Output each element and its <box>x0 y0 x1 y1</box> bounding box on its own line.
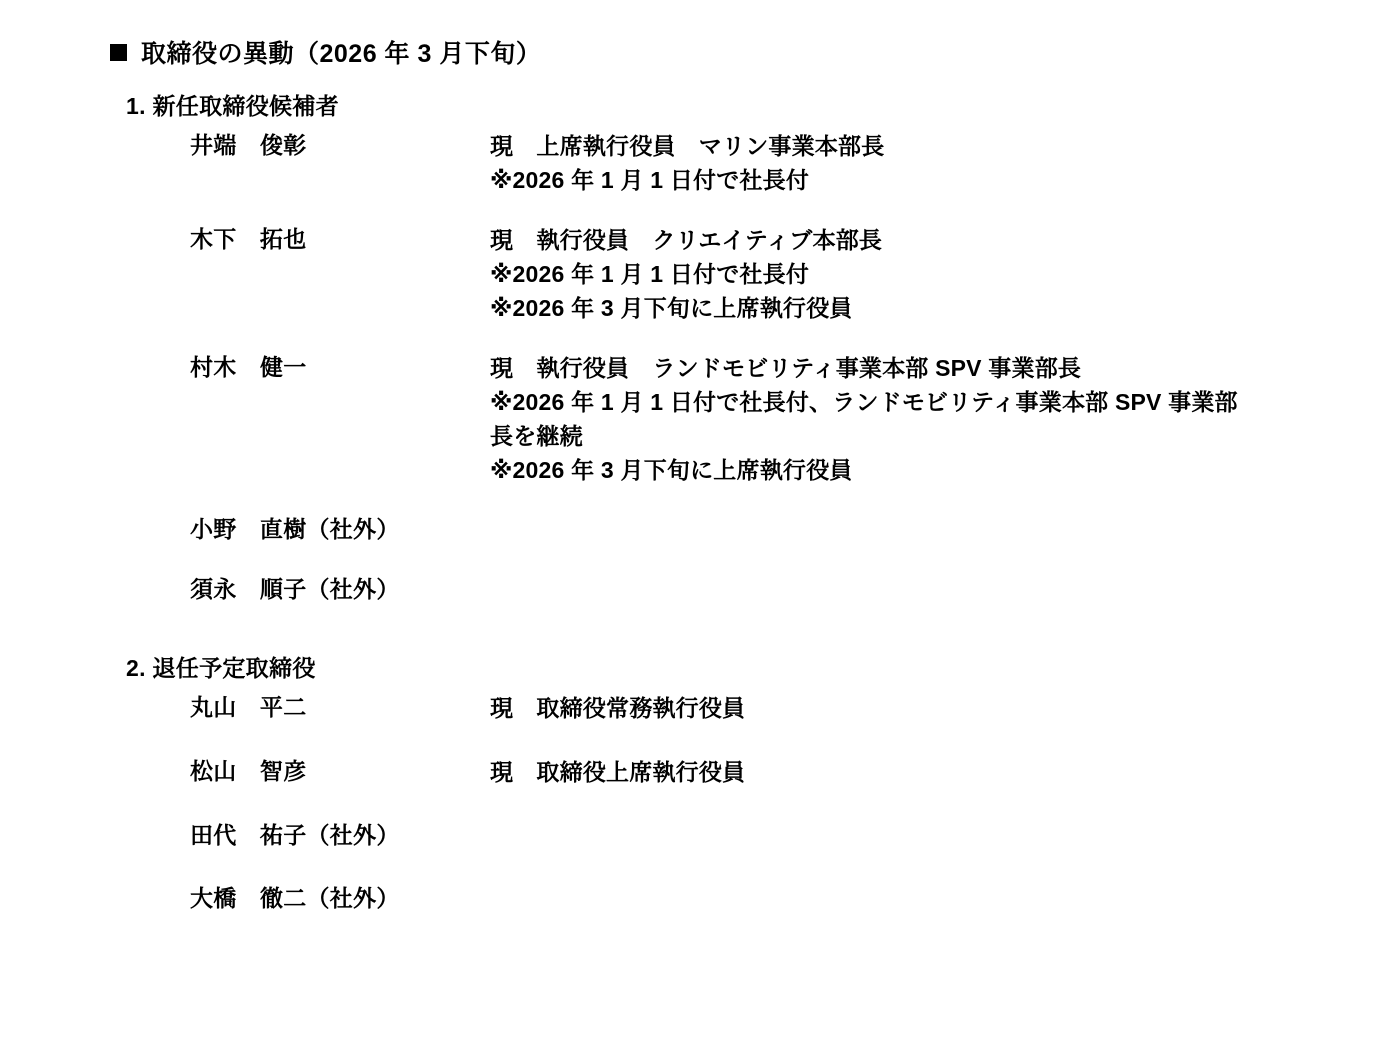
filled-square-bullet-icon <box>110 44 127 61</box>
list-item <box>60 882 1340 915</box>
section-retiring-directors <box>60 650 1340 916</box>
detail-line: ※2026 年 1 月 1 日付で社長付 <box>490 167 810 194</box>
person-name: 木下 拓也 <box>190 226 307 253</box>
detail-line: 現 取締役常務執行役員 <box>490 694 746 721</box>
list-item <box>60 223 1340 325</box>
detail-line: ※2026 年 3 月下旬に上席執行役員 <box>490 457 853 484</box>
detail-line: 現 執行役員 クリエイティブ本部長 <box>490 227 883 254</box>
list-item <box>60 573 1340 606</box>
person-name: 松山 智彦 <box>190 758 307 784</box>
person-detail <box>490 691 1250 725</box>
detail-line: 現 取締役上席執行役員 <box>490 759 746 785</box>
person-name: 丸山 平二 <box>190 693 307 720</box>
person-detail <box>490 351 1250 487</box>
list-item <box>60 819 1340 852</box>
section-title: 2. 退任予定取締役 <box>126 654 316 681</box>
detail-line: ※2026 年 3 月下旬に上席執行役員 <box>490 295 853 322</box>
list-item <box>60 351 1340 487</box>
detail-line: ※2026 年 1 月 1 日付で社長付、ランドモビリティ事業本部 SPV 事業部長を継続 <box>490 389 1238 450</box>
section-new-director-candidates <box>60 88 1340 606</box>
list-item <box>60 513 1340 546</box>
list-item <box>60 691 1340 725</box>
person-name: 大橋 徹二（社外） <box>190 885 400 912</box>
person-name: 須永 順子（社外） <box>190 575 400 602</box>
person-detail <box>490 755 1250 789</box>
person-detail <box>490 223 1250 325</box>
detail-line: 現 上席執行役員 マリン事業本部長 <box>490 133 885 159</box>
person-name: 小野 直樹（社外） <box>190 516 400 543</box>
section-title: 1. 新任取締役候補者 <box>126 93 339 119</box>
list-item <box>60 129 1340 197</box>
entry-list <box>60 129 1340 606</box>
person-name: 村木 健一 <box>190 354 307 381</box>
person-detail <box>490 129 1250 197</box>
page-title-text: 取締役の異動（2026 年 3 月下旬） <box>141 40 542 68</box>
page-title <box>110 34 1340 70</box>
entry-list <box>60 691 1340 916</box>
person-name: 田代 祐子（社外） <box>190 822 400 849</box>
person-name: 井端 俊彰 <box>190 132 307 158</box>
detail-line: 現 執行役員 ランドモビリティ事業本部 SPV 事業部長 <box>490 355 1082 382</box>
list-item <box>60 755 1340 789</box>
detail-line: ※2026 年 1 月 1 日付で社長付 <box>490 261 810 288</box>
